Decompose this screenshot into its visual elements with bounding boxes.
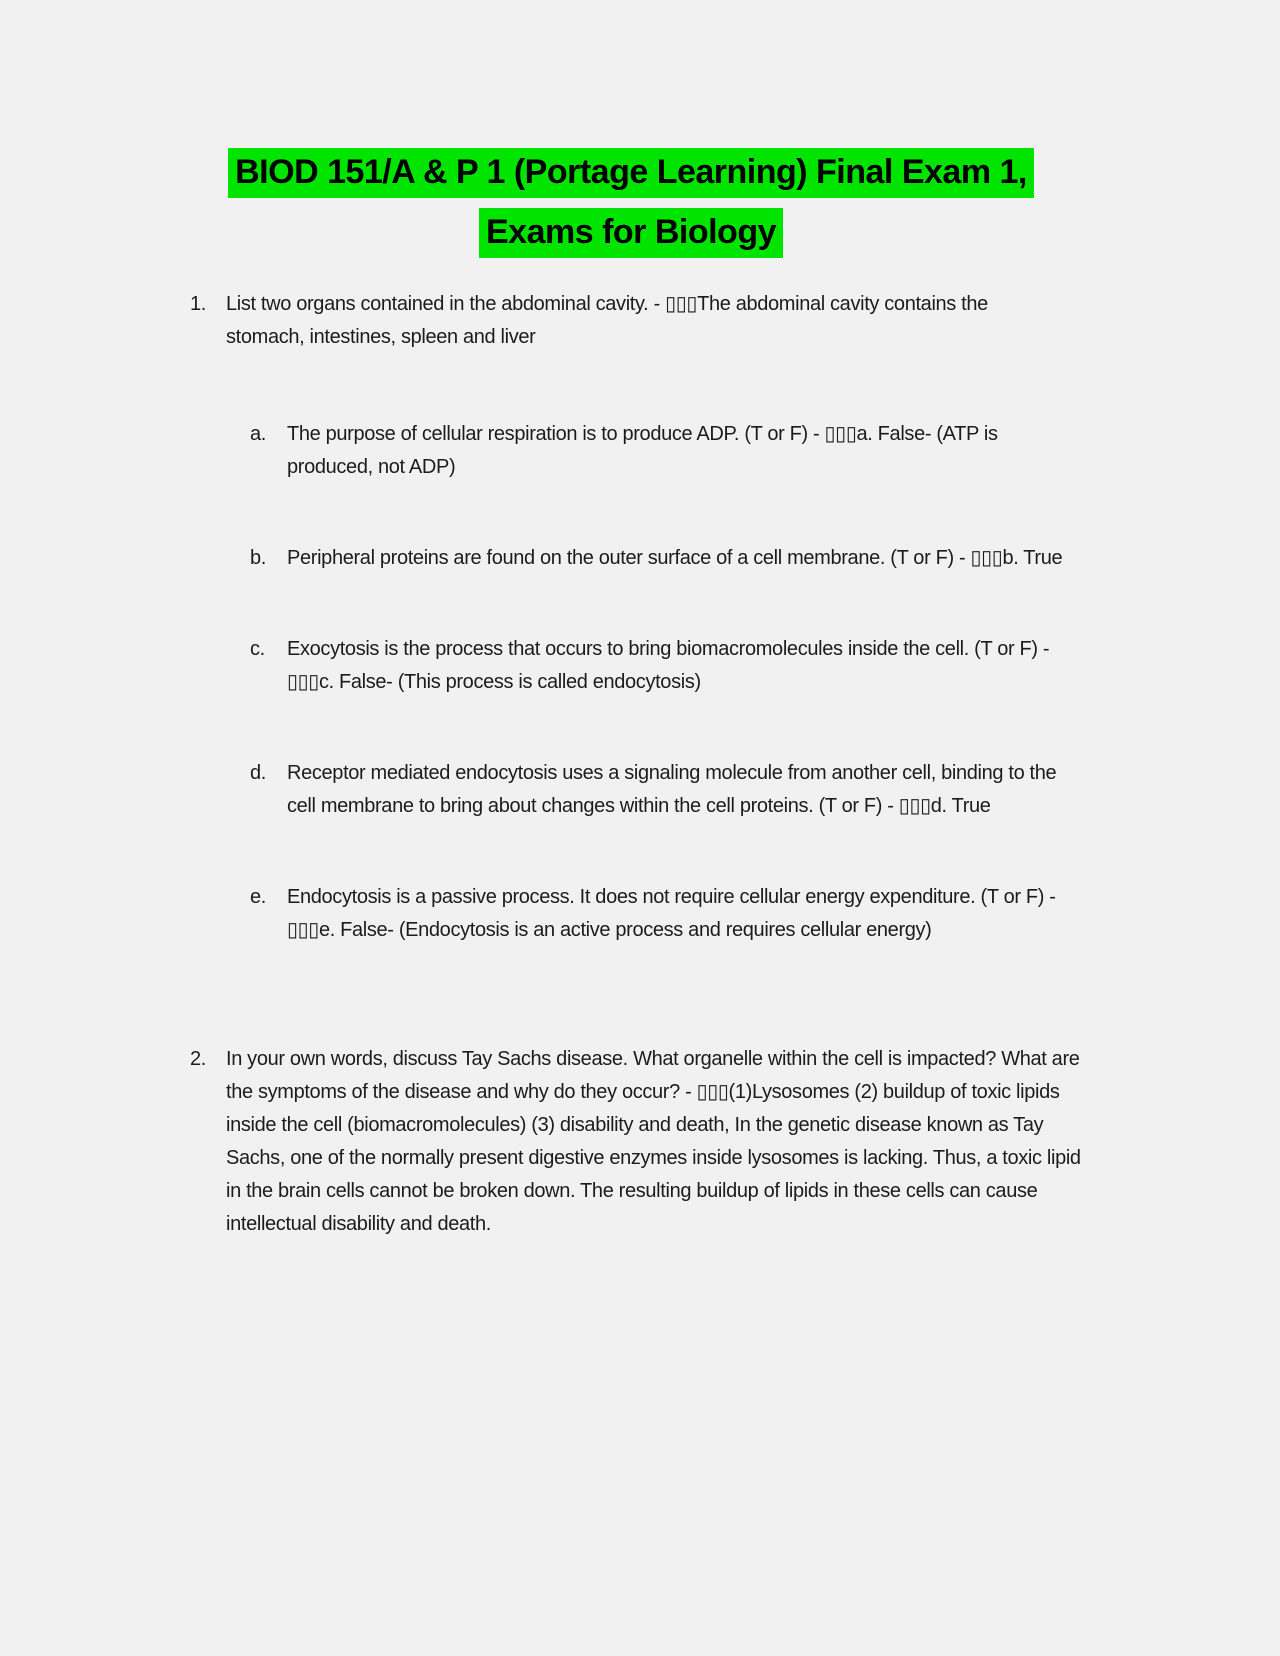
sub-item-a: [250, 418, 1112, 484]
sub-item-b-text: Peripheral proteins are found on the outer surface of a cell membrane. (T or F) - ▯▯▯b. True: [287, 547, 1063, 569]
question-1-number: 1.: [190, 293, 206, 315]
sub-item-b: [250, 542, 1112, 575]
sub-item-c-text: Exocytosis is the process that occurs to bring biomacromolecules inside the cell. (T or F) - ▯▯▯c. False- (This process is called endocytosis): [287, 638, 1050, 693]
question-1-text: List two organs contained in the abdominal cavity. - ▯▯▯The abdominal cavity contains the stomach, intestines, spleen and liver: [226, 293, 988, 348]
question-item-1: [190, 288, 1112, 354]
page-title-line-2: Exams for Biology: [479, 208, 783, 258]
sub-item-d-text: Receptor mediated endocytosis uses a signaling molecule from another cell, binding to the cell membrane to bring about changes within the cell proteins. (T or F) - ▯▯▯d. True: [287, 762, 1057, 817]
sub-item-a-text: The purpose of cellular respiration is to produce ADP. (T or F) - ▯▯▯a. False- (ATP is produced, not ADP): [287, 423, 998, 478]
page-title-line-1: BIOD 151/A & P 1 (Portage Learning) Final Exam 1,: [228, 148, 1034, 198]
sub-item-c: [250, 633, 1112, 699]
sub-item-d-letter: d.: [250, 762, 266, 784]
sub-item-c-letter: c.: [250, 638, 265, 660]
sub-item-e: [250, 881, 1112, 947]
sub-item-e-text: Endocytosis is a passive process. It does not require cellular energy expenditure. (T or F) - ▯▯▯e. False- (Endocytosis is an active process and requires cellular energy): [287, 886, 1056, 941]
sub-item-a-letter: a.: [250, 423, 266, 445]
question-2-number: 2.: [190, 1048, 206, 1070]
sub-item-e-letter: e.: [250, 886, 266, 908]
page-title: [150, 142, 1112, 262]
question-2-text: In your own words, discuss Tay Sachs disease. What organelle within the cell is impacted? What are the symptoms of the disease and why do they occur? - ▯▯▯(1)Lysosomes (2) buildup of toxic lipids inside the cell (biomacromolecules) (3) disability and death, In the genetic disease known as Tay Sachs, one of the normally present digestive enzymes inside lysosomes is lacking. Thus, a toxic lipid in the brain cells cannot be broken down. The resulting buildup of lipids in these cells can cause intellectual disability and death.: [226, 1048, 1081, 1235]
question-item-2: [190, 1043, 1112, 1241]
sub-item-d: [250, 757, 1112, 823]
sub-item-b-letter: b.: [250, 547, 266, 569]
